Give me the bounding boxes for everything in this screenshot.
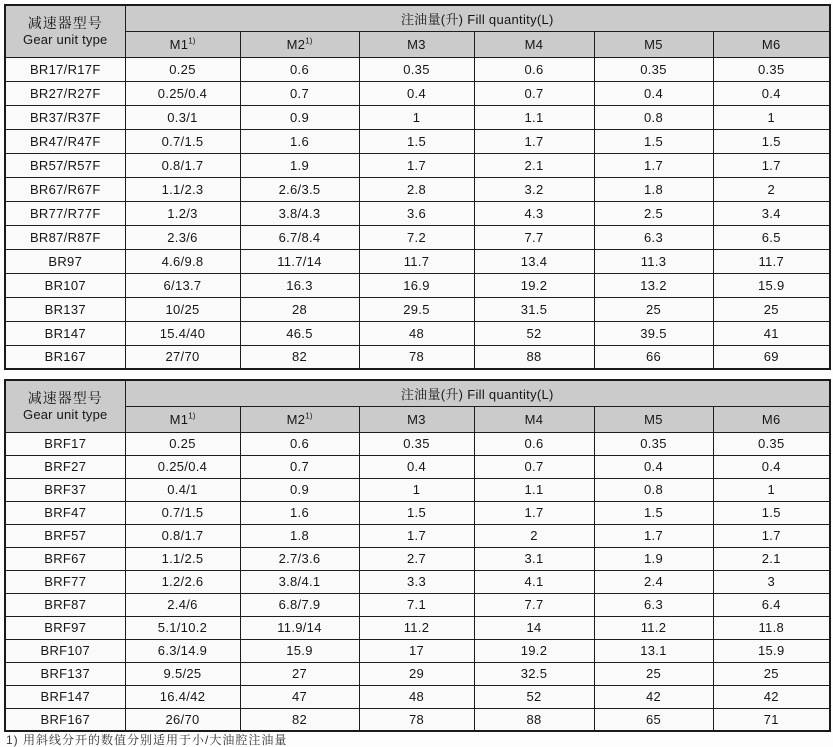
fill-value-cell: 0.6 (240, 432, 359, 455)
fill-value-cell: 1.7 (713, 524, 830, 547)
fill-value-cell: 1.2/2.6 (125, 570, 240, 593)
fill-value-cell: 78 (359, 708, 474, 731)
fill-value-cell: 2 (713, 177, 830, 201)
fill-value-cell: 3.4 (713, 201, 830, 225)
gear-type-cell: BRF67 (5, 547, 125, 570)
table-row (5, 524, 830, 547)
header-row-top (5, 380, 830, 406)
fill-value-cell: 9.5/25 (125, 662, 240, 685)
fill-value-cell: 11.8 (713, 616, 830, 639)
table-row (5, 249, 830, 273)
table-row (5, 273, 830, 297)
col-header-m6-label: M6 (761, 36, 781, 52)
fill-value-cell: 0.3/1 (125, 105, 240, 129)
fill-value-cell: 17 (359, 639, 474, 662)
fill-value-cell: 0.35 (713, 432, 830, 455)
fill-value-cell: 3.6 (359, 201, 474, 225)
fill-value-cell: 1.5 (594, 501, 713, 524)
fill-value-cell: 7.7 (474, 225, 594, 249)
fill-value-cell: 2.5 (594, 201, 713, 225)
fill-value-cell: 0.8/1.7 (125, 524, 240, 547)
gear-unit-type-header (5, 380, 125, 432)
fill-value-cell: 2.3/6 (125, 225, 240, 249)
fill-value-cell: 0.7 (474, 81, 594, 105)
col-header-m3-label: M3 (407, 411, 426, 427)
col-header-m2-footref: 1) (305, 36, 313, 46)
col-header-m1-footref: 1) (188, 411, 196, 421)
fill-value-cell: 0.35 (594, 432, 713, 455)
gear-type-cell: BR37/R37F (5, 105, 125, 129)
fill-value-cell: 1.6 (240, 501, 359, 524)
gear-type-cell: BR67/R67F (5, 177, 125, 201)
fill-value-cell: 1.7 (594, 524, 713, 547)
fill-value-cell: 6.3 (594, 225, 713, 249)
gear-type-cell: BRF107 (5, 639, 125, 662)
fill-value-cell: 16.4/42 (125, 685, 240, 708)
fill-value-cell: 1.5 (594, 129, 713, 153)
col-header-m3 (359, 31, 474, 57)
fill-value-cell: 4.1 (474, 570, 594, 593)
fill-value-cell: 31.5 (474, 297, 594, 321)
fill-value-cell: 0.8/1.7 (125, 153, 240, 177)
fill-value-cell: 0.6 (240, 57, 359, 81)
fill-value-cell: 0.6 (474, 432, 594, 455)
fill-value-cell: 1 (359, 478, 474, 501)
fill-value-cell: 2.8 (359, 177, 474, 201)
fill-value-cell: 0.25 (125, 432, 240, 455)
fill-value-cell: 25 (594, 662, 713, 685)
fill-value-cell: 0.4 (359, 455, 474, 478)
gear-type-cell: BR167 (5, 345, 125, 369)
fill-value-cell: 15.9 (713, 639, 830, 662)
table-row (5, 153, 830, 177)
fill-value-cell: 28 (240, 297, 359, 321)
fill-value-cell: 1.5 (359, 129, 474, 153)
fill-value-cell: 1.1 (474, 105, 594, 129)
fill-value-cell: 0.35 (359, 432, 474, 455)
fill-value-cell: 1.8 (594, 177, 713, 201)
gear-type-cell: BRF137 (5, 662, 125, 685)
fill-value-cell: 3.3 (359, 570, 474, 593)
fill-value-cell: 2.4 (594, 570, 713, 593)
fill-value-cell: 25 (713, 297, 830, 321)
fill-value-cell: 2.7/3.6 (240, 547, 359, 570)
col-header-m5 (594, 31, 713, 57)
fill-value-cell: 46.5 (240, 321, 359, 345)
fill-value-cell: 6.3/14.9 (125, 639, 240, 662)
fill-value-cell: 29.5 (359, 297, 474, 321)
col-header-m2-label: M2 (286, 411, 306, 427)
fill-value-cell: 88 (474, 345, 594, 369)
fill-value-cell: 47 (240, 685, 359, 708)
fill-value-cell: 65 (594, 708, 713, 731)
fill-value-cell: 82 (240, 708, 359, 731)
col-header-m4 (474, 31, 594, 57)
table-row (5, 708, 830, 731)
fill-value-cell: 6.3 (594, 593, 713, 616)
gear-type-cell: BR107 (5, 273, 125, 297)
gear-unit-type-label-zh: 减速器型号 (27, 390, 103, 407)
fill-value-cell: 16.3 (240, 273, 359, 297)
fill-value-cell: 82 (240, 345, 359, 369)
fill-value-cell: 19.2 (474, 273, 594, 297)
fill-value-cell: 1.5 (713, 501, 830, 524)
fill-value-cell: 1.6 (240, 129, 359, 153)
col-header-m1-label: M1 (169, 411, 189, 427)
fill-value-cell: 25 (713, 662, 830, 685)
fill-value-cell: 5.1/10.2 (125, 616, 240, 639)
table-row (5, 570, 830, 593)
header-row-columns (5, 31, 830, 57)
fill-value-cell: 0.35 (594, 57, 713, 81)
table-row (5, 129, 830, 153)
table-row (5, 547, 830, 570)
col-header-m1-footref: 1) (188, 36, 196, 46)
fill-value-cell: 6.4 (713, 593, 830, 616)
table-row (5, 297, 830, 321)
col-header-m6 (713, 31, 830, 57)
fill-value-cell: 0.4 (713, 81, 830, 105)
fill-value-cell: 66 (594, 345, 713, 369)
table-row (5, 201, 830, 225)
table-body-br (5, 57, 830, 369)
gear-type-cell: BRF97 (5, 616, 125, 639)
table-row (5, 81, 830, 105)
table-row (5, 105, 830, 129)
fill-quantity-header: 注油量(升) Fill quantity(L) (125, 380, 830, 406)
fill-value-cell: 0.25 (125, 57, 240, 81)
fill-value-cell: 16.9 (359, 273, 474, 297)
fill-value-cell: 0.35 (359, 57, 474, 81)
fill-value-cell: 7.7 (474, 593, 594, 616)
gear-type-cell: BRF57 (5, 524, 125, 547)
col-header-m1 (125, 31, 240, 57)
fill-value-cell: 71 (713, 708, 830, 731)
gear-type-cell: BR47/R47F (5, 129, 125, 153)
gear-type-cell: BRF87 (5, 593, 125, 616)
gear-unit-type-label-en: Gear unit type (23, 407, 108, 423)
fill-value-cell: 26/70 (125, 708, 240, 731)
fill-value-cell: 15.9 (713, 273, 830, 297)
fill-value-cell: 11.2 (359, 616, 474, 639)
fill-value-cell: 1.7 (713, 153, 830, 177)
gear-unit-type-label-zh: 减速器型号 (27, 15, 103, 32)
fill-value-cell: 42 (713, 685, 830, 708)
col-header-m2-label: M2 (286, 36, 306, 52)
fill-value-cell: 2.7 (359, 547, 474, 570)
gear-type-cell: BR27/R27F (5, 81, 125, 105)
gear-type-cell: BR57/R57F (5, 153, 125, 177)
fill-value-cell: 6.7/8.4 (240, 225, 359, 249)
col-header-m2-footref: 1) (305, 411, 313, 421)
fill-value-cell: 6.8/7.9 (240, 593, 359, 616)
fill-value-cell: 32.5 (474, 662, 594, 685)
fill-value-cell: 1.1 (474, 478, 594, 501)
table-header (5, 380, 830, 432)
fill-value-cell: 1.7 (359, 153, 474, 177)
gear-type-cell: BRF77 (5, 570, 125, 593)
fill-value-cell: 29 (359, 662, 474, 685)
fill-value-cell: 0.4 (359, 81, 474, 105)
table-row (5, 455, 830, 478)
header-row-top (5, 5, 830, 31)
gear-type-cell: BRF17 (5, 432, 125, 455)
header-row-columns (5, 406, 830, 432)
fill-value-cell: 0.4 (713, 455, 830, 478)
fill-value-cell: 13.1 (594, 639, 713, 662)
fill-value-cell: 2.1 (474, 153, 594, 177)
col-header-m2 (240, 31, 359, 57)
fill-value-cell: 1.7 (474, 129, 594, 153)
fill-value-cell: 0.7/1.5 (125, 129, 240, 153)
table-row (5, 639, 830, 662)
fill-value-cell: 15.9 (240, 639, 359, 662)
col-header-m6-label: M6 (761, 411, 781, 427)
fill-value-cell: 1.5 (359, 501, 474, 524)
gear-type-cell: BRF27 (5, 455, 125, 478)
fill-value-cell: 3 (713, 570, 830, 593)
fill-value-cell: 0.7 (240, 455, 359, 478)
col-header-m6 (713, 406, 830, 432)
table-row (5, 321, 830, 345)
footnote-partial: 1) 用斜线分开的数值分别适用于小/大油腔注油量 (6, 733, 288, 747)
fill-value-cell: 78 (359, 345, 474, 369)
col-header-m4-label: M4 (524, 36, 544, 52)
fill-value-cell: 10/25 (125, 297, 240, 321)
gear-unit-type-header (5, 5, 125, 57)
fill-value-cell: 0.25/0.4 (125, 455, 240, 478)
fill-value-cell: 4.3 (474, 201, 594, 225)
gear-type-cell: BR147 (5, 321, 125, 345)
gear-type-cell: BRF37 (5, 478, 125, 501)
fill-value-cell: 2.1 (713, 547, 830, 570)
fill-value-cell: 6/13.7 (125, 273, 240, 297)
fill-value-cell: 41 (713, 321, 830, 345)
table-body-brf (5, 432, 830, 731)
fill-value-cell: 52 (474, 685, 594, 708)
gear-type-cell: BR137 (5, 297, 125, 321)
col-header-m2 (240, 406, 359, 432)
fill-value-cell: 11.7 (713, 249, 830, 273)
gear-type-cell: BR87/R87F (5, 225, 125, 249)
fill-value-cell: 1.8 (240, 524, 359, 547)
fill-value-cell: 0.9 (240, 478, 359, 501)
table-row (5, 345, 830, 369)
table-row (5, 616, 830, 639)
fill-value-cell: 25 (594, 297, 713, 321)
fill-value-cell: 13.2 (594, 273, 713, 297)
fill-value-cell: 15.4/40 (125, 321, 240, 345)
fill-value-cell: 52 (474, 321, 594, 345)
table-row (5, 57, 830, 81)
fill-value-cell: 11.2 (594, 616, 713, 639)
fill-value-cell: 1 (713, 478, 830, 501)
fill-value-cell: 11.7 (359, 249, 474, 273)
fill-value-cell: 42 (594, 685, 713, 708)
table-row (5, 177, 830, 201)
fill-value-cell: 27/70 (125, 345, 240, 369)
fill-value-cell: 0.35 (713, 57, 830, 81)
fill-value-cell: 2 (474, 524, 594, 547)
fill-value-cell: 1 (359, 105, 474, 129)
gear-type-cell: BR97 (5, 249, 125, 273)
fill-value-cell: 7.2 (359, 225, 474, 249)
table-row (5, 685, 830, 708)
fill-value-cell: 6.5 (713, 225, 830, 249)
fill-value-cell: 11.7/14 (240, 249, 359, 273)
gear-type-cell: BRF47 (5, 501, 125, 524)
col-header-m3-label: M3 (407, 36, 426, 52)
fill-value-cell: 1.5 (713, 129, 830, 153)
fill-value-cell: 14 (474, 616, 594, 639)
gear-type-cell: BRF147 (5, 685, 125, 708)
fill-value-cell: 1.9 (594, 547, 713, 570)
fill-value-cell: 0.9 (240, 105, 359, 129)
fill-value-cell: 0.25/0.4 (125, 81, 240, 105)
col-header-m1 (125, 406, 240, 432)
fill-value-cell: 7.1 (359, 593, 474, 616)
gear-type-cell: BR77/R77F (5, 201, 125, 225)
fill-value-cell: 69 (713, 345, 830, 369)
fill-value-cell: 1.9 (240, 153, 359, 177)
table-row (5, 662, 830, 685)
fill-value-cell: 48 (359, 685, 474, 708)
fill-value-cell: 0.6 (474, 57, 594, 81)
table-row (5, 225, 830, 249)
fill-value-cell: 0.4 (594, 81, 713, 105)
fill-quantity-table-br (4, 4, 831, 370)
fill-value-cell: 3.1 (474, 547, 594, 570)
fill-value-cell: 0.7/1.5 (125, 501, 240, 524)
gear-type-cell: BRF167 (5, 708, 125, 731)
fill-value-cell: 3.8/4.1 (240, 570, 359, 593)
fill-value-cell: 19.2 (474, 639, 594, 662)
fill-value-cell: 27 (240, 662, 359, 685)
col-header-m5-label: M5 (644, 36, 663, 52)
col-header-m3 (359, 406, 474, 432)
fill-value-cell: 11.9/14 (240, 616, 359, 639)
table-row (5, 593, 830, 616)
col-header-m5 (594, 406, 713, 432)
fill-value-cell: 0.7 (240, 81, 359, 105)
fill-value-cell: 88 (474, 708, 594, 731)
col-header-m5-label: M5 (644, 411, 663, 427)
fill-value-cell: 11.3 (594, 249, 713, 273)
gear-type-cell: BR17/R17F (5, 57, 125, 81)
table-row (5, 501, 830, 524)
fill-value-cell: 1 (713, 105, 830, 129)
fill-value-cell: 1.2/3 (125, 201, 240, 225)
fill-value-cell: 1.7 (359, 524, 474, 547)
fill-value-cell: 39.5 (594, 321, 713, 345)
fill-value-cell: 0.4/1 (125, 478, 240, 501)
fill-value-cell: 0.8 (594, 478, 713, 501)
col-header-m4-label: M4 (524, 411, 544, 427)
fill-value-cell: 0.4 (594, 455, 713, 478)
fill-value-cell: 1.7 (474, 501, 594, 524)
gear-unit-type-label-en: Gear unit type (23, 32, 108, 48)
table-row (5, 432, 830, 455)
fill-value-cell: 1.1/2.5 (125, 547, 240, 570)
fill-value-cell: 2.4/6 (125, 593, 240, 616)
col-header-m4 (474, 406, 594, 432)
fill-value-cell: 1.7 (594, 153, 713, 177)
fill-value-cell: 13.4 (474, 249, 594, 273)
fill-value-cell: 3.2 (474, 177, 594, 201)
fill-value-cell: 1.1/2.3 (125, 177, 240, 201)
table-row (5, 478, 830, 501)
fill-value-cell: 4.6/9.8 (125, 249, 240, 273)
fill-value-cell: 3.8/4.3 (240, 201, 359, 225)
fill-quantity-header: 注油量(升) Fill quantity(L) (125, 5, 830, 31)
col-header-m1-label: M1 (169, 36, 189, 52)
fill-value-cell: 0.7 (474, 455, 594, 478)
fill-value-cell: 48 (359, 321, 474, 345)
table-header (5, 5, 830, 57)
fill-value-cell: 2.6/3.5 (240, 177, 359, 201)
fill-quantity-table-brf (4, 379, 831, 732)
fill-value-cell: 0.8 (594, 105, 713, 129)
